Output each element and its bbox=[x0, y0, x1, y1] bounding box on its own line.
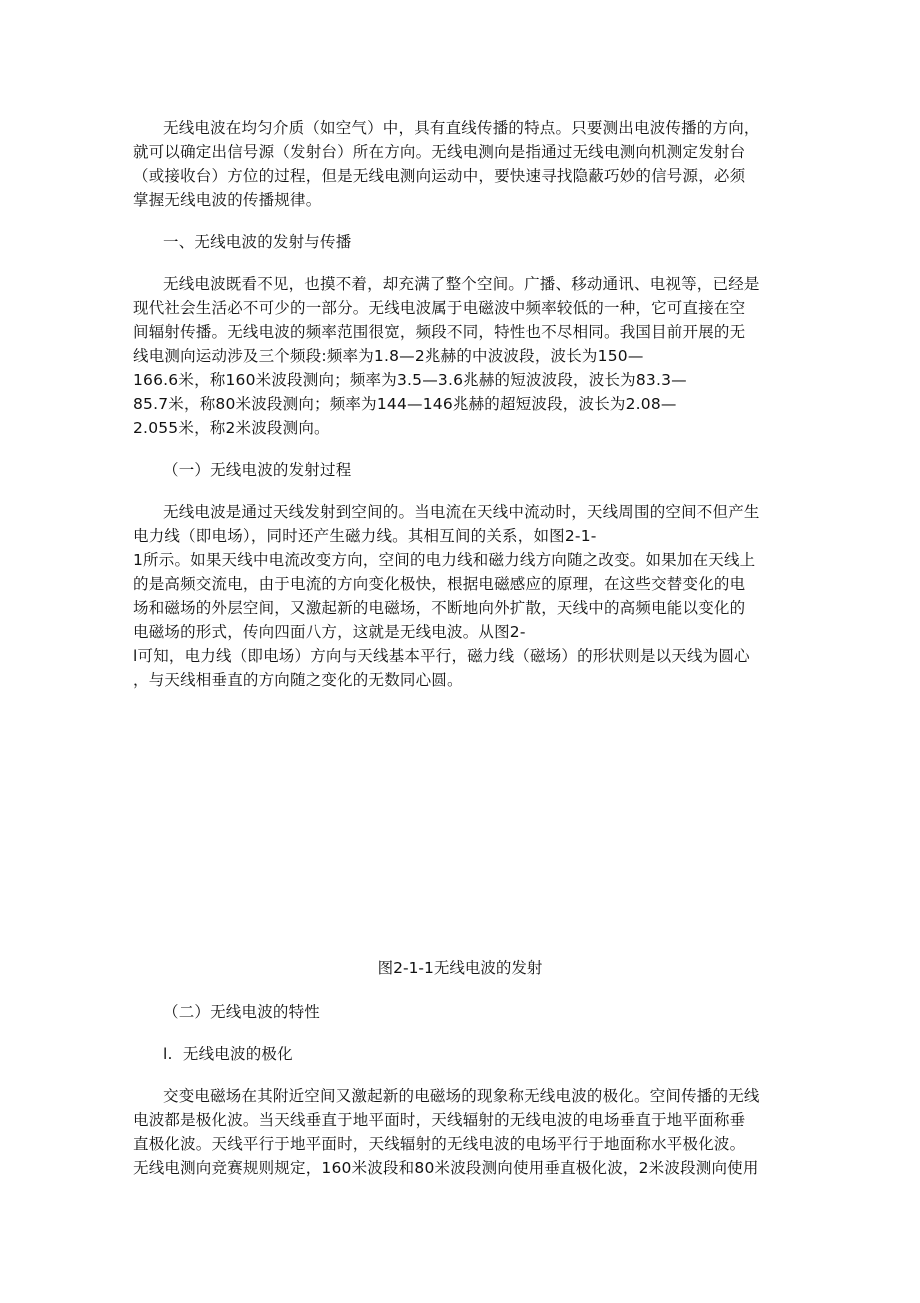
item1-line: 交变电磁场在其附近空间又激起新的电磁场的现象称无线电波的极化。空间传播的无线 bbox=[163, 1087, 760, 1105]
section1-line: 166.6米，称160米波段测向；频率为3.5—3.6兆赫的短波波段，波长为83.3— bbox=[133, 371, 687, 389]
section1-line: 2.055米，称2米波段测向。 bbox=[133, 419, 330, 437]
section1-line: 间辐射传播。无线电波的频率范围很宽，频段不同，特性也不尽相同。我国目前开展的无 bbox=[133, 323, 746, 341]
subsection1-line: 电力线（即电场），同时还产生磁力线。其相互间的关系，如图2-1- bbox=[133, 527, 597, 545]
subsection1-line: l可知，电力线（即电场）方向与天线基本平行，磁力线（磁场）的形状则是以天线为圆心 bbox=[133, 647, 750, 665]
subsection-heading-transmission-process: （一）无线电波的发射过程 bbox=[163, 461, 352, 479]
section1-line: 现代社会生活必不可少的一部分。无线电波属于电磁波中频率较低的一种，它可直接在空 bbox=[133, 299, 746, 317]
subsection1-line: ，与天线相垂直的方向随之变化的无数同心圆。 bbox=[133, 671, 463, 689]
subsection1-line: 无线电波是通过天线发射到空间的。当电流在天线中流动时，天线周围的空间不但产生 bbox=[163, 503, 760, 521]
item1-line: 无线电测向竞赛规则规定，160米波段和80米波段测向使用垂直极化波，2米波段测向使用 bbox=[133, 1159, 759, 1177]
item1-line: 电波都是极化波。当天线垂直于地平面时，天线辐射的无线电波的电场垂直于地平面称垂 bbox=[133, 1111, 746, 1129]
intro-line: （或接收台）方位的过程，但是无线电测向运动中，要快速寻找隐蔽巧妙的信号源，必须 bbox=[133, 167, 746, 185]
section-heading-transmission-propagation: 一、无线电波的发射与传播 bbox=[163, 233, 352, 251]
intro-line: 无线电波在均匀介质（如空气）中，具有直线传播的特点。只要测出电波传播的方向， bbox=[163, 119, 760, 137]
subsection1-line: 电磁场的形式，传向四面八方，这就是无线电波。从图2- bbox=[133, 623, 526, 641]
figure-caption: 图2-1-1无线电波的发射 bbox=[377, 959, 543, 977]
item-heading-polarization: l. 无线电波的极化 bbox=[163, 1045, 293, 1063]
intro-line: 就可以确定出信号源（发射台）所在方向。无线电测向是指通过无线电测向机测定发射台 bbox=[133, 143, 746, 161]
subsection1-line: 1所示。如果天线中电流改变方向，空间的电力线和磁力线方向随之改变。如果加在天线上 bbox=[133, 551, 756, 569]
subsection-heading-characteristics: （二）无线电波的特性 bbox=[163, 1003, 321, 1021]
section1-line: 无线电波既看不见，也摸不着，却充满了整个空间。广播、移动通讯、电视等，已经是 bbox=[163, 275, 760, 293]
section1-line: 85.7米，称80米波段测向；频率为144—146兆赫的超短波段，波长为2.08— bbox=[133, 395, 677, 413]
subsection1-line: 的是高频交流电，由于电流的方向变化极快，根据电磁感应的原理，在这些交替变化的电 bbox=[133, 575, 746, 593]
section1-line: 线电测向运动涉及三个频段:频率为1.8—2兆赫的中波波段，波长为150— bbox=[133, 347, 644, 365]
subsection1-line: 场和磁场的外层空间，又激起新的电磁场，不断地向外扩散，天线中的高频电能以变化的 bbox=[133, 599, 746, 617]
figure-placeholder bbox=[133, 715, 783, 945]
intro-line: 掌握无线电波的传播规律。 bbox=[133, 191, 322, 209]
item1-line: 直极化波。天线平行于地平面时，天线辐射的无线电波的电场平行于地面称水平极化波。 bbox=[133, 1135, 746, 1153]
